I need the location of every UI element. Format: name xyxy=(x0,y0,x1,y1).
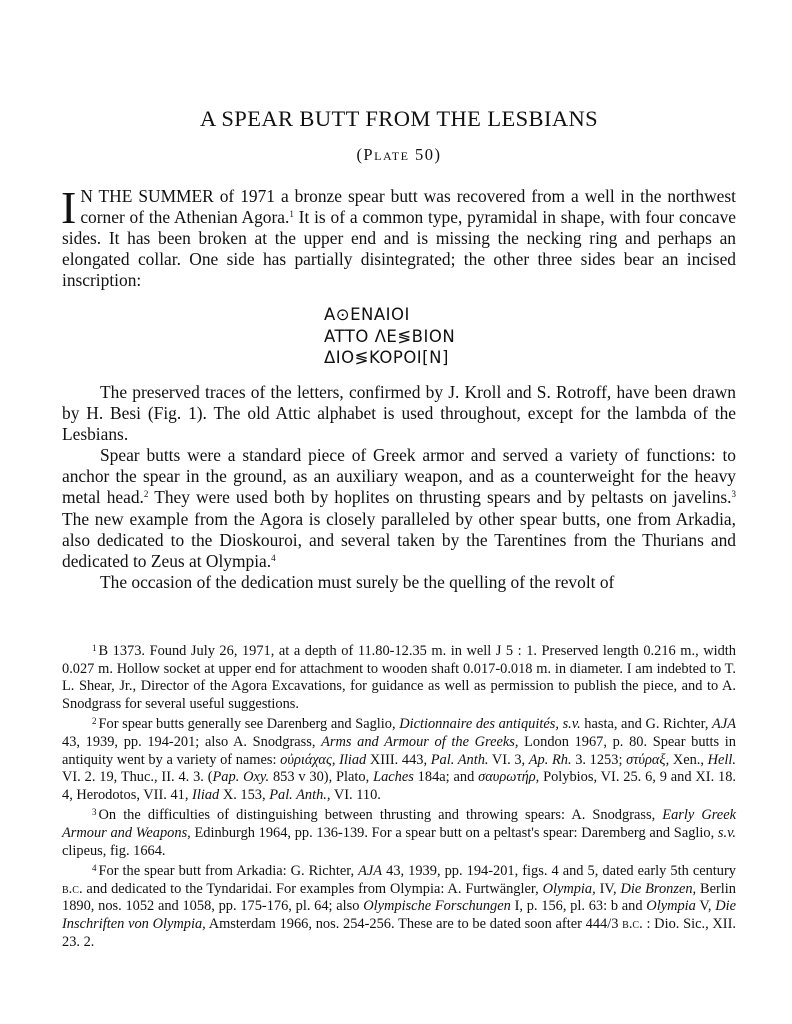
fn-italic: Olympische Forschungen xyxy=(363,898,511,915)
inscription-line-1: A⊙ENAIOI xyxy=(324,305,410,324)
fn-italic: Early Greek Armour and Weapons, xyxy=(62,807,736,841)
fn-italic: Olympia, xyxy=(542,880,596,897)
footnote-number: 1 xyxy=(92,643,97,653)
fn-text: : Dio. Sic., XII. 23. 2. xyxy=(62,915,736,950)
intro-text-b: It is of a common type, pyramidal in shape, with four concave sides. It has been broken at the upper end and is missing the necking ring and perhaps an elongated collar. One side has partially disintegrated; the other three sides bear an incised inscription: xyxy=(62,207,737,291)
paragraph-functions-a: Spear butts were a standard piece of Greek armor and served a variety of functions: to anchor the spear in the ground, as an auxiliary weapon, and as a counterweight for the heavy metal head. xyxy=(62,445,736,508)
footnote-1 xyxy=(62,640,736,713)
fn-italic: AJA xyxy=(712,716,736,733)
fn-italic: οὐριάχας, Iliad xyxy=(280,751,367,768)
article-title: A SPEAR BUTT FROM THE LESBIANS xyxy=(199,106,599,131)
footnote-ref-1[interactable]: 1 xyxy=(289,209,294,220)
fn-text: and dedicated to the Tyndaridai. For examples from Olympia: A. Furtwängler, xyxy=(82,880,543,897)
fn-text: VI. 110. xyxy=(330,786,381,803)
paragraph-functions xyxy=(62,445,736,572)
fn-italic: Die Bronzen, xyxy=(620,880,697,897)
fn-italic: Arms and Armour of the Greeks, xyxy=(321,733,519,750)
fn-text: Amsterdam 1966, nos. 254-256. These are to be dated soon after 444/3 xyxy=(205,915,623,932)
fn-italic: Dictionnaire des antiquités, s.v. xyxy=(399,716,581,733)
fn-italic: στύραξ, xyxy=(626,751,670,768)
fn-text: On the difficulties of distinguishing between thrusting and throwing spears: A. Snodgrass, xyxy=(98,807,663,824)
fn-smallcaps: b.c. xyxy=(622,915,643,932)
fn-text: IV, xyxy=(595,880,621,897)
fn-text: V, xyxy=(695,898,716,915)
body-text xyxy=(62,382,736,593)
inscription-line-3: ΔIO≶KOPOI[N] xyxy=(324,348,449,367)
intro-paragraph xyxy=(61,182,737,291)
footnote-number: 4 xyxy=(92,863,97,874)
fn-text: 3. 1253; xyxy=(571,751,627,768)
footnote-4 xyxy=(62,860,736,951)
footnote-number: 2 xyxy=(92,716,97,727)
fn-text: Polybios, VI. 25. 6, 9 and XI. 18. 4, Herodotos, VII. 41, xyxy=(62,769,737,803)
fn-text: 184a; and xyxy=(413,769,479,786)
fn-text: clipeus, fig. 1664. xyxy=(62,842,166,859)
fn-text: VI. 3, xyxy=(488,751,529,768)
intro-text-a: of 1971 a bronze spear butt was recovered from a well in the northwest corner of the Athenian Agora. xyxy=(80,186,737,228)
paragraph-letters: The preserved traces of the letters, confirmed by J. Kroll and S. Rotroff, have been drawn by H. Besi (Fig. 1). The old Attic alphabet is used throughout, except for the lambda of the Lesbians. xyxy=(62,382,736,445)
footnote-ref-2[interactable]: 2 xyxy=(143,489,149,500)
fn-text: VI. 2. 19, Thuc., II. 4. 3. ( xyxy=(62,769,213,786)
fn-text: 853 v 30), Plato, xyxy=(269,769,374,786)
fn-text: I, p. 156, pl. 63: b and xyxy=(510,898,647,915)
footnote-ref-4[interactable]: 4 xyxy=(271,552,276,563)
paragraph-functions-b: They were used both by hoplites on thrusting spears and by peltasts on javelins. xyxy=(148,487,732,508)
fn-italic: Hell. xyxy=(707,751,737,768)
fn-italic: Laches xyxy=(373,769,414,786)
footnote-3 xyxy=(62,804,736,860)
paragraph-functions-c: The new example from the Agora is closely paralleled by other spear butts, one from Arkadia, also dedicated to the Dioskouroi, and several taken by the Tarentines from the Thurians and dedicated to Zeus at Olympia. xyxy=(62,508,736,571)
fn-text: XIII. 443, xyxy=(366,751,431,768)
footnote-2 xyxy=(62,713,736,804)
fn-text: Berlin 1890, nos. 1052 and 1058, pp. 175-176, pl. 64; also xyxy=(62,880,736,915)
fn-italic: Die Inschriften von Olympia, xyxy=(62,898,736,932)
footnotes xyxy=(62,640,736,951)
fn-italic: Olympia xyxy=(646,898,696,915)
fn-italic: Ap. Rh. xyxy=(528,751,572,768)
intro-lead: N THE SUMMER xyxy=(80,186,214,206)
fn-text: 43, 1939, pp. 194-201, figs. 4 and 5, dated early 5th century xyxy=(382,863,736,880)
fn-text: X. 153, xyxy=(219,786,270,803)
fn-text: Xen., xyxy=(669,751,708,768)
fn-text: 43, 1939, pp. 194-201; also A. Snodgrass, xyxy=(62,733,322,750)
fn-text: Edinburgh 1964, pp. 136-139. For a spear butt on a peltast's spear: Daremberg and Saglio, xyxy=(190,824,718,841)
inscription-line-2: ATTO ΛE≶BION xyxy=(324,326,456,346)
fn-italic: Iliad xyxy=(192,786,220,803)
fn-italic: Pap. Oxy. xyxy=(212,769,270,786)
fn-text: hasta, and G. Richter, xyxy=(580,716,713,733)
footnote-number: 3 xyxy=(92,807,97,818)
paragraph-occasion: The occasion of the dedication must surely be the quelling of the revolt of xyxy=(100,571,615,592)
fn-italic: Pal. Anth. xyxy=(430,751,489,768)
fn-text: London 1967, p. 80. Spear butts in antiquity went by a variety of names: xyxy=(62,733,736,768)
fn-italic: Pal. Anth., xyxy=(269,786,331,803)
footnote-ref-3[interactable]: 3 xyxy=(731,489,736,500)
fn-smallcaps: b.c. xyxy=(62,880,83,897)
fn-text: For spear butts generally see Darenberg and Saglio, xyxy=(98,716,400,733)
drop-cap: I xyxy=(61,182,77,233)
footnote-text: B 1373. Found July 26, 1971, at a depth of 11.80-12.35 m. in well J 5 : 1. Preserved length 0.216 m., width 0.027 m. Hollow socket at upper end for attachment to wooden shaft 0.017-0.018 m. in diameter. I am indebted to T. L. Shear, Jr., Director of the Agora Excavations, for guidance as well as permission to publish the piece, and to A. Snodgrass for several useful suggestions. xyxy=(62,643,736,712)
fn-italic: s.v. xyxy=(717,824,737,841)
fn-italic: AJA xyxy=(358,863,383,880)
plate-reference: (Plate 50) xyxy=(356,145,442,164)
inscription-block xyxy=(324,304,455,369)
fn-text: For the spear butt from Arkadia: G. Richter, xyxy=(98,863,359,880)
fn-italic: σαυρωτήρ, xyxy=(478,769,540,786)
